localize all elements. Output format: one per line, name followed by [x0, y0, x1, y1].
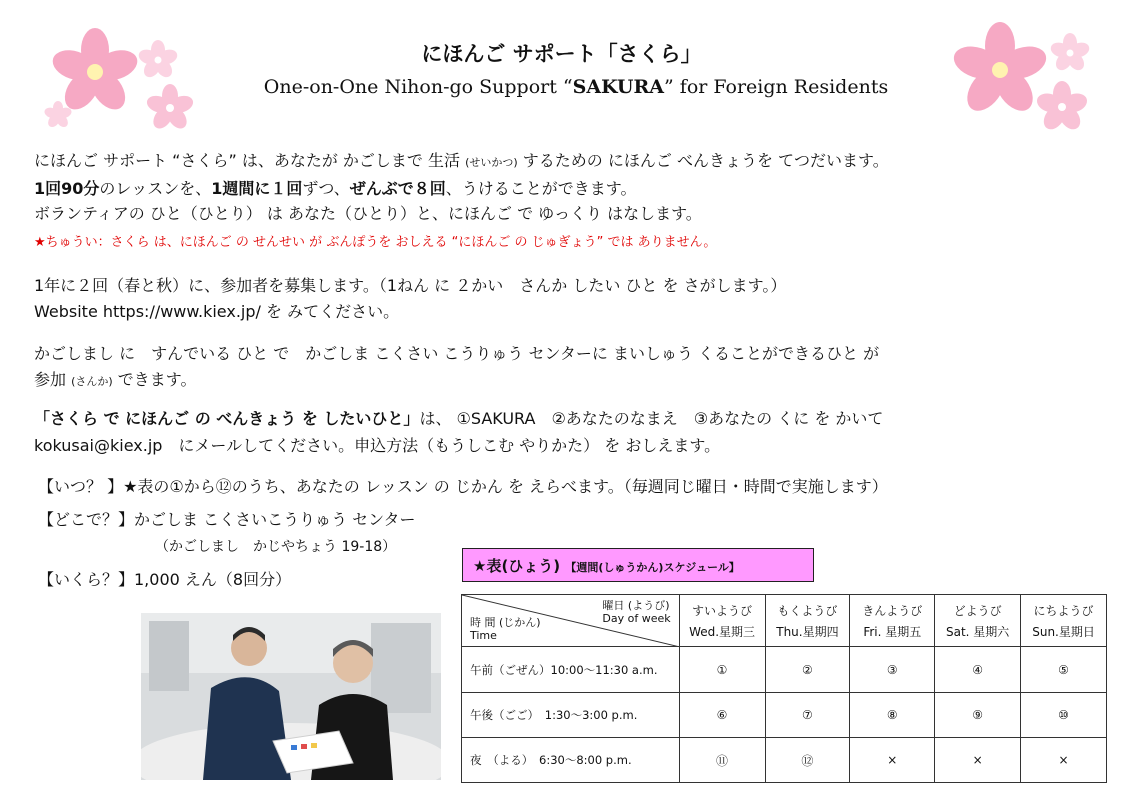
- eligibility-text: 参加: [34, 370, 72, 389]
- schedule-slot: ×: [1021, 738, 1107, 783]
- eligibility-line-1: かごしまし に すんでいる ひと で かごしま こくさい こうりゅう センターに まいしゅう くることができるひと が: [34, 344, 880, 363]
- recruit-line-1: 1年に２回（春と秋）に、参加者を募集します。（1ねん に ２かい さんか したい ひと を さがします。）: [34, 276, 787, 295]
- corner-day-label: [602, 599, 670, 625]
- day-header: [679, 595, 765, 647]
- schedule-slot: ⑨: [935, 693, 1021, 738]
- corner-time-ja: 時 間 (じかん): [470, 616, 541, 629]
- schedule-slot: ⑥: [679, 693, 765, 738]
- ruby-text: (さんか): [71, 375, 113, 388]
- day-header: [1021, 595, 1107, 647]
- schedule-slot: ⑫: [765, 738, 850, 783]
- address-line: （かごしまし かじやちょう 19-18）: [155, 539, 397, 555]
- intro-line-1: [34, 148, 889, 171]
- subtitle-part: One-on-One Nihon-go Support “: [263, 76, 573, 98]
- ruby-text: (せいかつ): [465, 156, 518, 169]
- day-ja: きんようび: [862, 603, 923, 618]
- lesson-length: 1回90分: [34, 179, 100, 198]
- schedule-table: [461, 594, 1107, 783]
- schedule-slot: ②: [765, 647, 850, 693]
- warning-note: ★ちゅうい：さくら は、にほんご の せんせい が ぶんぽうを おしえる “にほんご の じゅぎょう” では ありません。: [34, 235, 717, 250]
- day-ja: にちようび: [1033, 603, 1094, 618]
- eligibility-line-2: [34, 367, 197, 390]
- time-slot-label: 夜 （よる） 6:30～8:00 p.m.: [462, 738, 680, 783]
- time-slot-label: 午後（ごご） 1:30～3:00 p.m.: [462, 693, 680, 738]
- schedule-slot: ⑧: [850, 693, 935, 738]
- day-en: Sat. 星期六: [946, 624, 1010, 639]
- schedule-slot: ⑦: [765, 693, 850, 738]
- day-ja: すいようび: [692, 603, 753, 618]
- intro-text: するための にほんご べんきょうを てつだいます。: [517, 151, 889, 170]
- day-en: Thu.星期四: [776, 624, 839, 639]
- schedule-caption: [462, 548, 814, 582]
- intro-text: ずつ、: [302, 179, 350, 198]
- lesson-total: ぜんぶで８回: [349, 179, 446, 198]
- schedule-slot: ③: [850, 647, 935, 693]
- when-line: 【いつ？ 】★表の①から⑫のうち、あなたの レッスン の じかん を えらべます。（毎週同じ曜日・時間で実施します）: [38, 477, 888, 496]
- time-slot-label: 午前（ごぜん）10:00～11:30 a.m.: [462, 647, 680, 693]
- schedule-corner-cell: [462, 595, 680, 647]
- schedule-header-row: [462, 595, 1107, 647]
- intro-text: にほんご サポート “さくら” は、あなたが かごしまで 生活: [34, 151, 466, 170]
- day-en: Sun.星期日: [1032, 624, 1095, 639]
- schedule-slot: ④: [935, 647, 1021, 693]
- website-line[interactable]: Website https://www.kiex.jp/ を みてください。: [34, 302, 400, 321]
- intro-line-2: [34, 176, 637, 199]
- corner-day-en: Day of week: [602, 612, 671, 625]
- lesson-photo-illustration: [141, 613, 441, 780]
- corner-time-en: Time: [470, 629, 497, 642]
- eligibility-text: できます。: [112, 370, 197, 389]
- day-ja: もくようび: [777, 603, 838, 618]
- corner-time-label: [470, 616, 541, 642]
- schedule-slot: ①: [679, 647, 765, 693]
- page-subtitle: [0, 76, 1123, 98]
- day-en: Fri. 星期五: [863, 624, 922, 639]
- day-header: [765, 595, 850, 647]
- lesson-photo: [141, 613, 441, 780]
- corner-day-ja: 曜日 (ようび): [602, 599, 670, 612]
- schedule-row: [462, 693, 1107, 738]
- schedule-slot: ⑪: [679, 738, 765, 783]
- day-header: [935, 595, 1021, 647]
- intro-text: のレッスンを、: [99, 179, 212, 198]
- schedule-row: [462, 647, 1107, 693]
- intro-line-3: ボランティアの ひと（ひとり） は あなた（ひとり）と、にほんご で ゆっくり はなします。: [34, 204, 702, 223]
- schedule-slot: ×: [850, 738, 935, 783]
- day-header: [850, 595, 935, 647]
- intro-text: 、うけることができます。: [445, 179, 637, 198]
- day-en: Wed.星期三: [689, 624, 756, 639]
- schedule-slot: ⑩: [1021, 693, 1107, 738]
- schedule-caption-main: ★表(ひょう): [473, 557, 566, 575]
- apply-line-2[interactable]: kokusai@kiex.jp にメールしてください。申込方法（もうしこむ やりかた） を おしえます。: [34, 436, 721, 455]
- schedule-caption-sub: 【週間(しゅうかん)スケジュール】: [565, 561, 740, 574]
- subtitle-part: ” for Foreign Residents: [664, 76, 889, 98]
- lesson-frequency: 1週間に１回: [211, 179, 303, 198]
- schedule-slot: ×: [935, 738, 1021, 783]
- day-ja: どようび: [953, 603, 1002, 618]
- sakura-right-icon: [940, 15, 1110, 135]
- schedule-slot: ⑤: [1021, 647, 1107, 693]
- apply-line-1: [34, 406, 883, 429]
- where-line: 【どこで？】かごしま こくさいこうりゅう センター: [38, 510, 416, 529]
- apply-text: は、 ①SAKURA ②あなたのなまえ ③あなたの くに を かいて: [419, 409, 884, 428]
- subtitle-bold: SAKURA: [572, 76, 665, 98]
- apply-heading: 「さくら で にほんご の べんきょう を したいひと」: [34, 409, 420, 428]
- page-title: にほんご サポート「さくら」: [421, 42, 702, 66]
- schedule-row: [462, 738, 1107, 783]
- cost-line: 【いくら？】1,000 えん（8回分）: [38, 570, 292, 589]
